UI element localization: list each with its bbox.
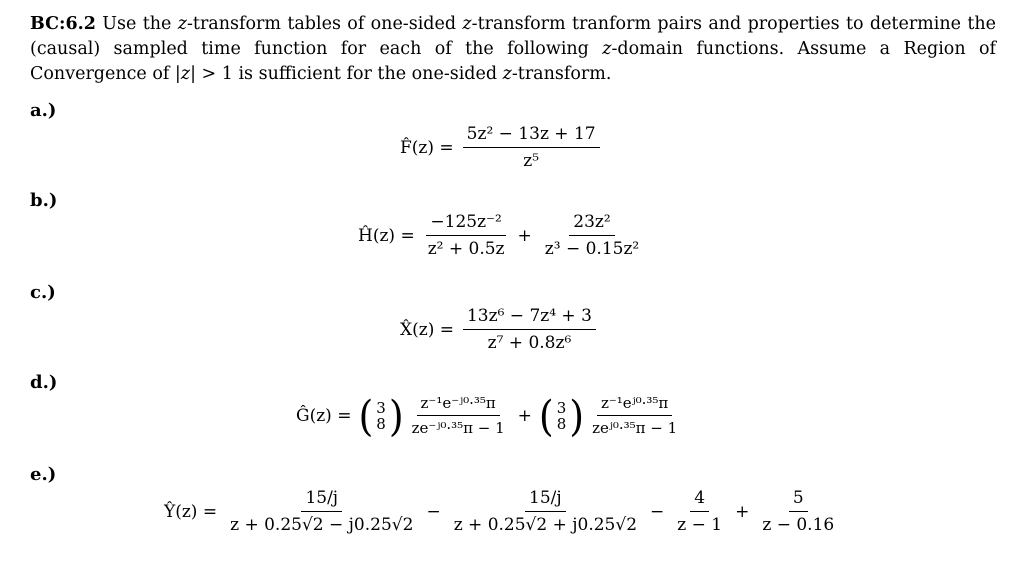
coefficient: [557, 400, 567, 432]
var-z: z: [180, 64, 191, 84]
numerator: 5z² − 13z + 17: [463, 124, 600, 148]
fraction: [588, 394, 681, 437]
problem-text: -transform.: [511, 64, 612, 84]
problem-statement: [30, 12, 996, 87]
part-a-label: a.): [30, 100, 57, 121]
paren: ): [388, 391, 404, 440]
fraction: [758, 488, 838, 535]
fraction: [450, 488, 641, 535]
equation-d: [296, 391, 684, 440]
problem-text: -transform tables of one-sided: [187, 14, 463, 34]
coef-top: 3: [376, 398, 386, 417]
denominator: zeʲ⁰·³⁵π − 1: [592, 419, 678, 437]
lhs-y: Ŷ(z) =: [164, 501, 218, 522]
coef-bottom: 8: [556, 414, 567, 433]
equation-b: [358, 212, 646, 259]
var-z: z: [462, 14, 472, 34]
denominator: z − 1: [677, 515, 723, 535]
part-c-label: c.): [30, 282, 56, 303]
numerator: −125z⁻²: [426, 212, 505, 236]
fraction: [408, 394, 509, 437]
problem-text: -domain functions. Assume a Region of Convergence of |: [30, 39, 996, 84]
problem-text: -transform tranform pairs and properties to determine the (causal) sampled time function for each of the following: [30, 14, 997, 59]
part-e-label: e.): [30, 464, 57, 485]
part-b-label: b.): [30, 190, 58, 211]
problem-id: BC:6.2: [30, 14, 96, 34]
operator: −: [650, 501, 665, 522]
var-z: z: [177, 14, 187, 34]
numerator: 4: [690, 488, 709, 512]
fraction: [226, 488, 417, 535]
equation-a: [400, 124, 603, 171]
lhs-f: F̂(z) =: [400, 137, 454, 158]
coef-bottom: 8: [376, 414, 386, 433]
numerator: 15/j: [301, 488, 342, 512]
coef-top: 3: [556, 398, 567, 417]
numerator: 5: [789, 488, 808, 512]
denominator: z + 0.25√2 + j0.25√2: [453, 515, 638, 535]
var-z: z: [602, 39, 612, 59]
fraction: [424, 212, 509, 259]
numerator: 15/j: [525, 488, 566, 512]
operator: +: [735, 501, 750, 522]
equation-e: [164, 488, 841, 535]
denominator: z + 0.25√2 − j0.25√2: [230, 515, 414, 535]
lhs-g: Ĝ(z) =: [296, 405, 352, 426]
coefficient: [376, 400, 386, 432]
operator: +: [517, 405, 532, 426]
denominator: z⁷ + 0.8z⁶: [487, 333, 572, 353]
problem-text: | > 1 is sufficient for the one-sided: [190, 64, 503, 84]
operator: −: [426, 501, 441, 522]
denominator: z² + 0.5z: [427, 239, 505, 259]
fraction: [541, 212, 643, 259]
fraction: [673, 488, 726, 535]
problem-text: Use the: [95, 14, 178, 34]
lhs-h: Ĥ(z) =: [358, 225, 415, 246]
numerator: 23z²: [569, 212, 614, 236]
numerator: z⁻¹eʲ⁰·³⁵π: [597, 394, 672, 416]
var-z: z: [502, 64, 512, 84]
lhs-x: X̂(z) =: [400, 319, 454, 340]
paren: ): [569, 391, 585, 440]
denominator: z⁵: [523, 151, 540, 171]
operator: +: [517, 225, 532, 246]
paren: (: [358, 391, 374, 440]
fraction: [463, 124, 600, 171]
numerator: z⁻¹e⁻ʲ⁰·³⁵π: [417, 394, 500, 416]
paren: (: [538, 391, 554, 440]
denominator: z − 0.16: [762, 515, 835, 535]
denominator: ze⁻ʲ⁰·³⁵π − 1: [411, 419, 505, 437]
fraction: [463, 306, 596, 353]
equation-c: [400, 306, 599, 353]
numerator: 13z⁶ − 7z⁴ + 3: [463, 306, 596, 330]
part-d-label: d.): [30, 372, 58, 393]
denominator: z³ − 0.15z²: [544, 239, 640, 259]
